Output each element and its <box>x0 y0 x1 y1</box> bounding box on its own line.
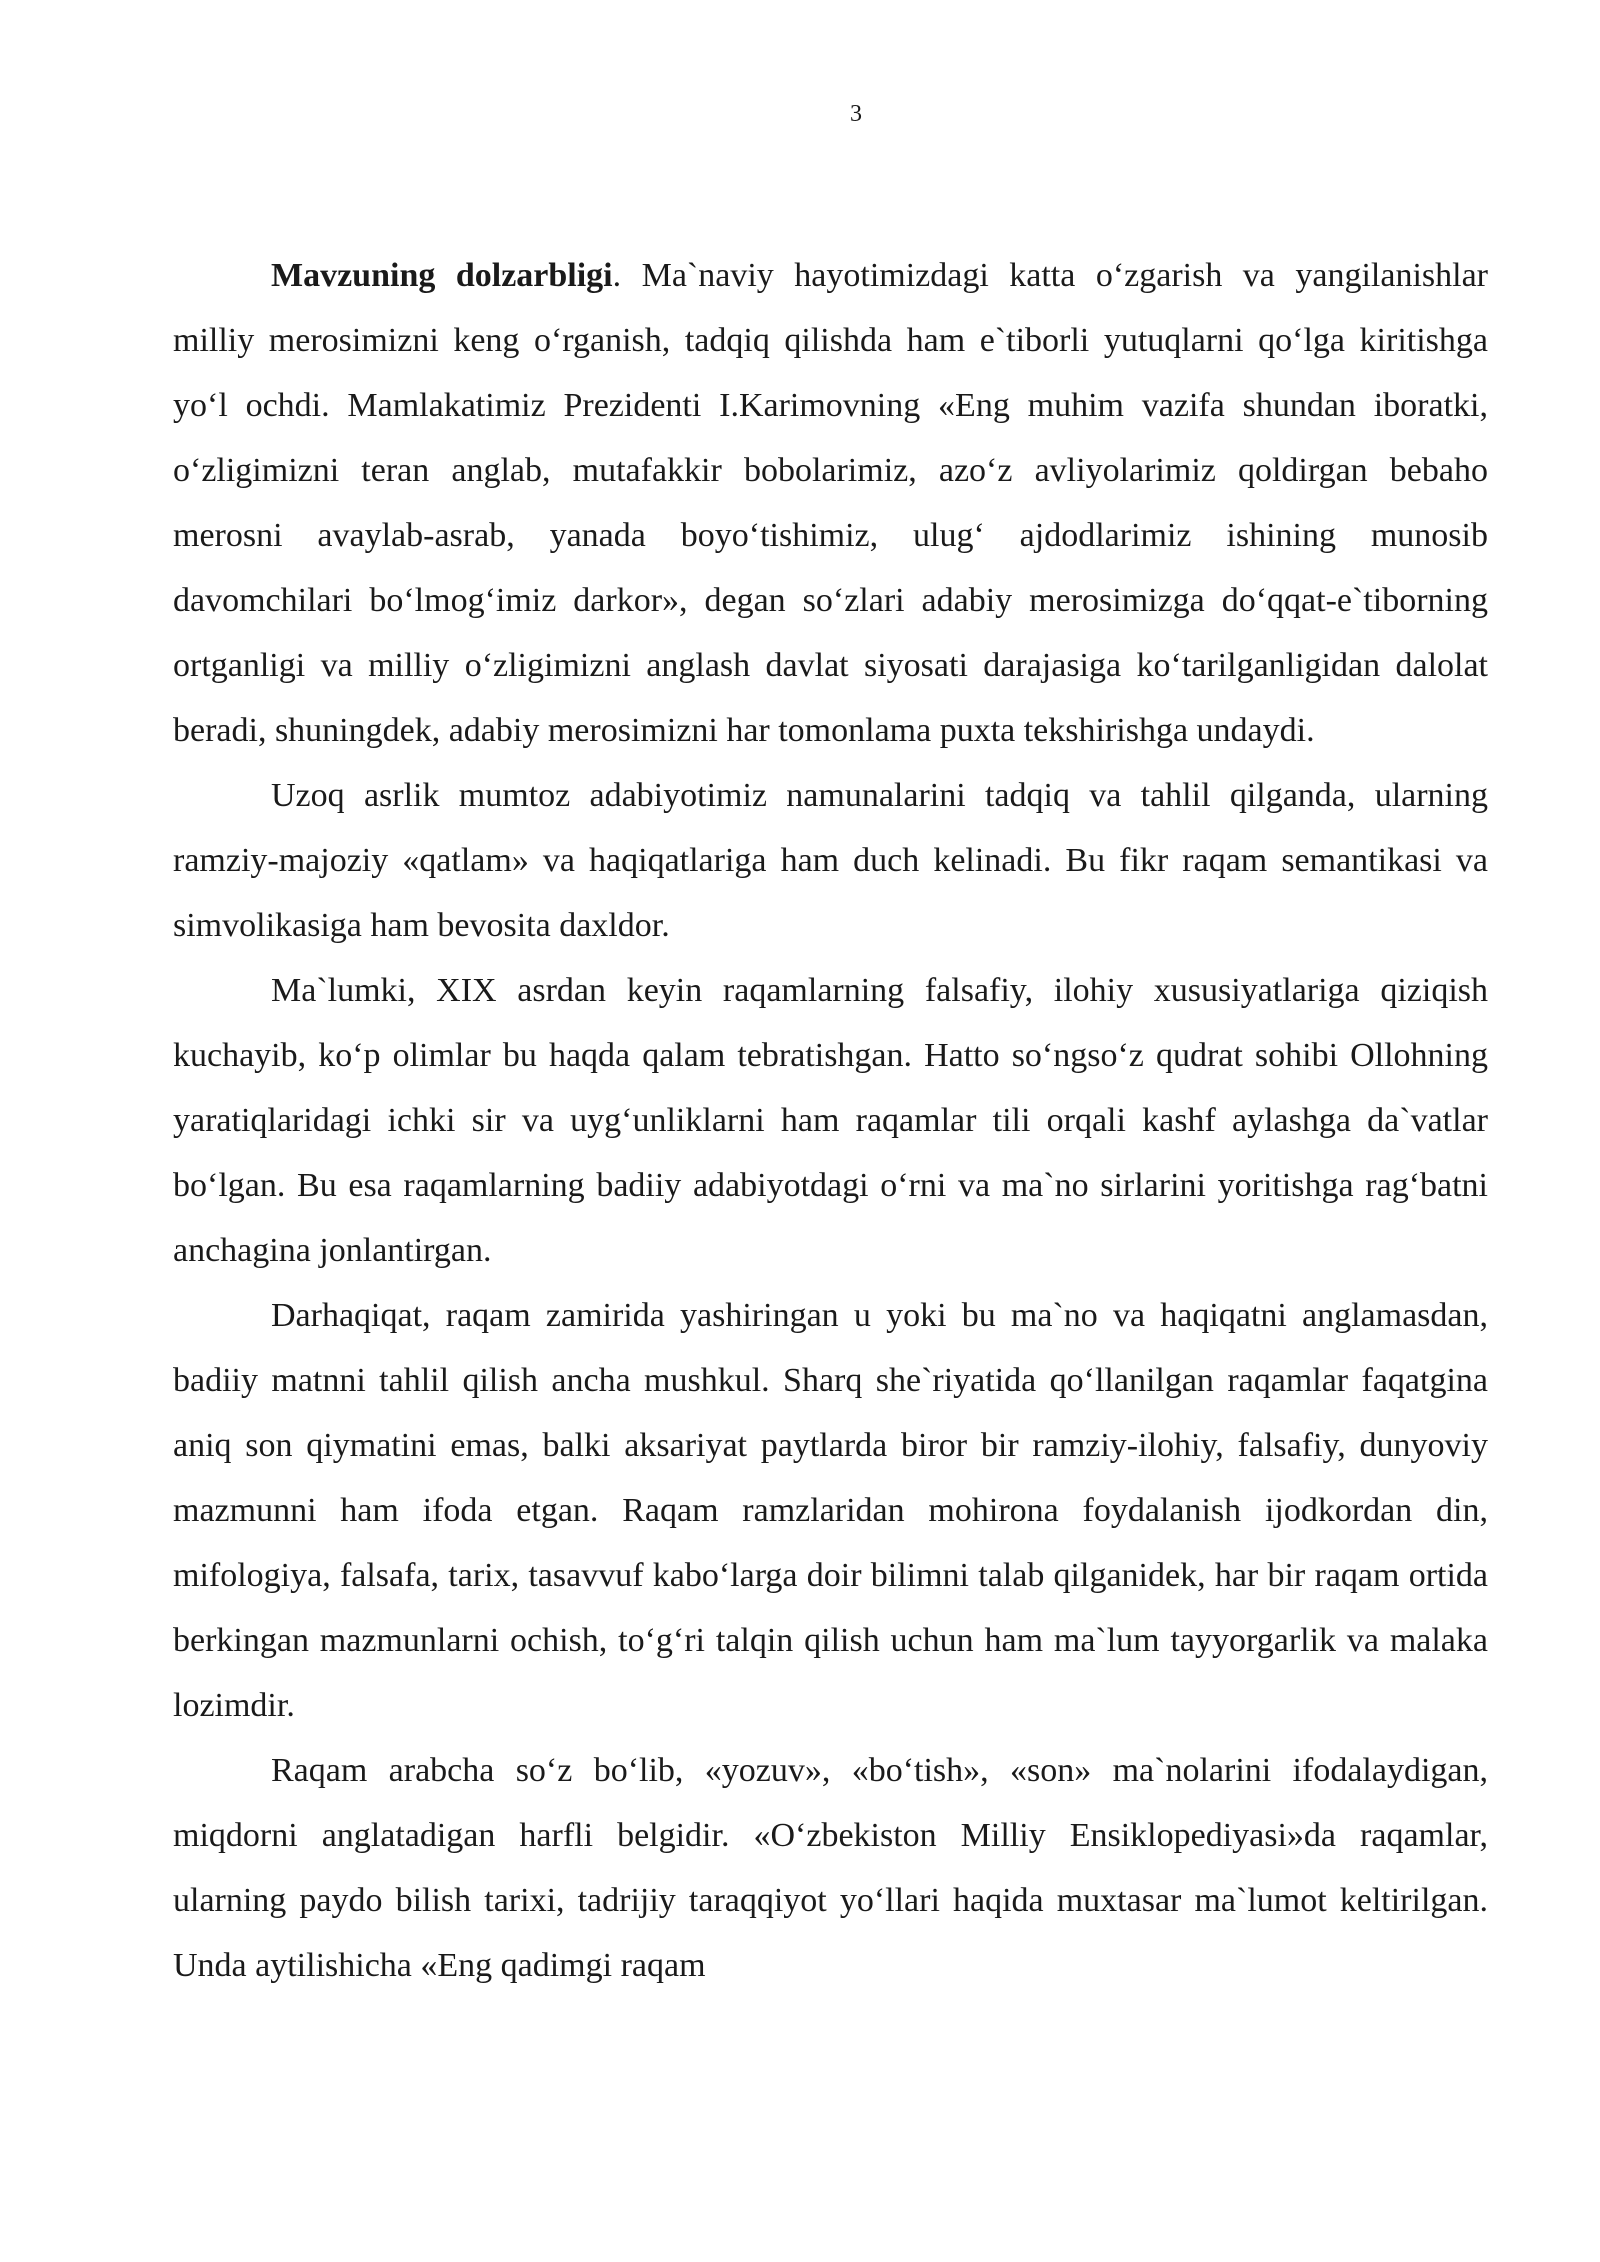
body-text <box>173 243 1488 1998</box>
paragraph-text: . Ma`naviy hayotimizdagi katta o‘zgarish va yangilanishlar milliy merosimizni keng o‘rganish, tadqiq qilishda ham e`tiborli yutuqlarni qo‘lga kiritishga yo‘l ochdi. Mamlakatimiz Prezidenti I.Karimovning «Eng muhim vazifa shundan iboratki, o‘zligimizni teran anglab, mutafakkir bobolarimiz, azo‘z avliyolarimiz qoldirgan bebaho merosni avaylab-asrab, yanada boyo‘tishimiz, ulug‘ ajdodlarimiz ishining munosib davomchilari bo‘lmog‘imiz darkor», degan so‘zlari adabiy merosimizga do‘qqat-e`tiborning ortganligi va milliy o‘zligimizni anglash davlat siyosati darajasiga ko‘tarilganligidan dalolat beradi, shuningdek, adabiy merosimizni har tomonlama puxta tekshirishga undaydi. <box>173 257 1488 749</box>
paragraph-numbers-interest: Ma`lumki, XIX asrdan keyin raqamlarning falsafiy, ilohiy xususiyatlariga qiziqish kuchayib, ko‘p olimlar bu haqda qalam tebratishgan. Hatto so‘ngso‘z qudrat sohibi Ollohning yaratiqlaridagi ichki sir va uyg‘unliklarni ham raqamlar tili orqali kashf aylashga da`vatlar bo‘lgan. Bu esa raqamlarning badiiy adabiyotdagi o‘rni va ma`no sirlarini yoritishga rag‘batni anchagina jonlantirgan. <box>173 972 1488 1269</box>
paragraph-relevance <box>173 243 1488 763</box>
paragraph-classical-literature: Uzoq asrlik mumtoz adabiyotimiz namunalarini tadqiq va tahlil qilganda, ularning ramziy-majoziy «qatlam» va haqiqatlariga ham duch kelinadi. Bu fikr raqam semantikasi va simvolikasiga ham bevosita daxldor. <box>173 777 1488 944</box>
paragraph-hidden-meaning: Darhaqiqat, raqam zamirida yashiringan u yoki bu ma`no va haqiqatni anglamasdan, badiiy matnni tahlil qilish ancha mushkul. Sharq she`riyatida qo‘llanilgan raqamlar faqatgina aniq son qiymatini emas, balki aksariyat paytlarda biror bir ramziy-ilohiy, falsafiy, dunyoviy mazmunni ham ifoda etgan. Raqam ramzlaridan mohirona foydalanish ijodkordan din, mifologiya, falsafa, tarix, tasavvuf kabo‘larga doir bilimni talab qilganidek, har bir raqam ortida berkingan mazmunlarni ochish, to‘g‘ri talqin qilish uchun ham ma`lum tayyorgarlik va malaka lozimdir. <box>173 1297 1488 1724</box>
paragraph-raqam-definition: Raqam arabcha so‘z bo‘lib, «yozuv», «bo‘tish», «son» ma`nolarini ifodalaydigan, miqdorni anglatadigan harfli belgidir. «O‘zbekiston Milliy Ensiklopediyasi»da raqamlar, ularning paydo bilish tarixi, tadrijiy taraqqiyot yo‘llari haqida muxtasar ma`lumot keltirilgan. Unda aytilishicha «Eng qadimgi raqam <box>173 1752 1488 1984</box>
page-number: 3 <box>850 101 862 127</box>
section-heading: Mavzuning dolzarbligi <box>271 257 613 294</box>
